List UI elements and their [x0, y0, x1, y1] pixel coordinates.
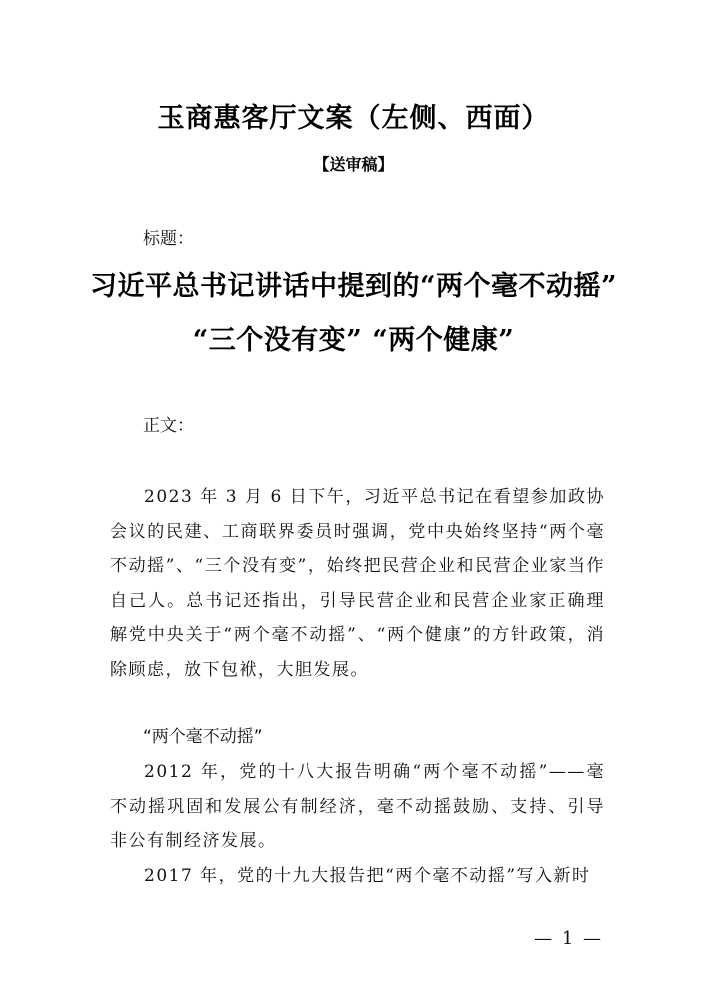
headline-line-2: “三个没有变” “两个健康” — [192, 325, 515, 356]
document-title: 玉商惠客厅文案（左侧、西面） — [157, 103, 550, 134]
body-paragraph-3 — [110, 859, 605, 894]
paragraph-text: 2017 年，党的十九大报告把“两个毫不动摇”写入新时 — [144, 866, 591, 886]
body-paragraph-2 — [110, 755, 605, 859]
headline-line-1: 习近平总书记讲话中提到的“两个毫不动摇” — [89, 271, 618, 302]
paragraph-text: 2012 年，党的十八大报告明确“两个毫不动摇”——毫不动摇巩固和发展公有制经济，毫不动摇鼓励、支持、引导非公有制经济发展。 — [110, 762, 605, 851]
section-heading: “两个毫不动摇” — [143, 727, 263, 747]
page-number: — 1 — — [534, 928, 603, 949]
paragraph-text: 2023 年 3 月 6 日下午，习近平总书记在看望参加政协会议的民建、工商联界委员时强调，党中央始终坚持“两个毫不动摇”、“三个没有变”，始终把民营企业和民营企业家当作自己人。总书记还指出，引导民营企业和民营企业家正确理解党中央关于“两个毫不动摇”、“两个健康”的方针政策，消除顾虑，放下包袱，大胆发展。 — [110, 487, 605, 680]
title-label: 标题： — [143, 229, 194, 249]
draft-status-label: 【送审稿】 — [313, 155, 394, 174]
body-label: 正文： — [143, 416, 194, 436]
body-paragraph-1 — [110, 480, 605, 687]
